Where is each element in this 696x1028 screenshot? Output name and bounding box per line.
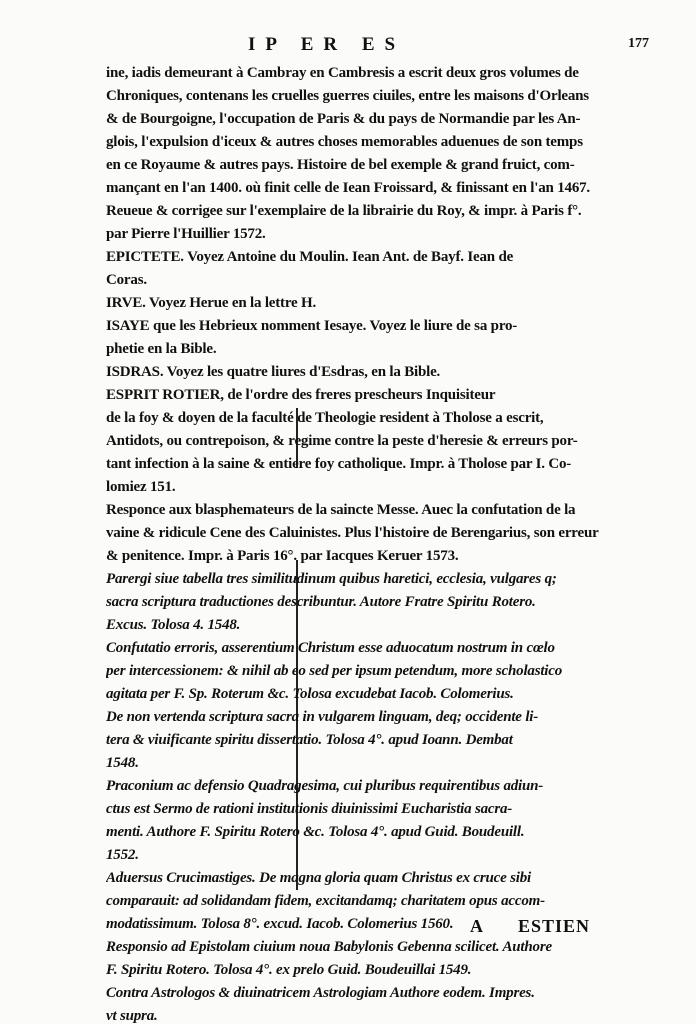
signature-mark: A xyxy=(470,916,483,936)
text-line: ine, iadis demeurant à Cambray en Cambresis a escrit deux gros volumes de xyxy=(106,65,579,81)
text-line: Antidots, ou contrepoison, & regime contre la peste d'heresie & erreurs por- xyxy=(106,433,578,449)
latin-line: per intercessionem: & nihil ab eo sed per ipsum petendum, more scholastico xyxy=(106,663,563,679)
entry-heading-line: ISDRAS. Voyez les quatre liures d'Esdras, en la Bible. xyxy=(106,364,441,380)
text-line: lomiez 151. xyxy=(106,479,176,495)
latin-line: agitata per F. Sp. Roterum &c. Tolosa excudebat Iacob. Colomerius. xyxy=(106,686,514,702)
latin-line: Responsio ad Epistolam ciuium noua Babylonis Gebenna scilicet. Authore xyxy=(106,939,552,955)
latin-line: menti. Authore F. Spiritu Rotero &c. Tolosa 4°. apud Guid. Boudeuill. xyxy=(106,824,525,840)
running-head: IP ER ES xyxy=(248,34,406,55)
text-line: Coras. xyxy=(106,272,147,288)
text-line: Chroniques, contenans les cruelles guerres ciuiles, entre les maisons d'Orleans xyxy=(106,88,589,104)
latin-line: F. Spiritu Rotero. Tolosa 4°. ex prelo Guid. Boudeuillai 1549. xyxy=(106,962,472,978)
text-line: phetie en la Bible. xyxy=(106,341,217,357)
latin-line: Parergi siue tabella tres similitudinum quibus haretici, ecclesia, vulgares q; xyxy=(106,571,557,587)
entry-heading-line: ESPRIT ROTIER, de l'ordre des freres prescheurs Inquisiteur xyxy=(106,387,496,403)
latin-line: De non vertenda scriptura sacra in vulgarem linguam, deq; occidente li- xyxy=(106,709,539,725)
text-line: Reueue & corrigee sur l'exemplaire de la librairie du Roy, & impr. à Paris f°. xyxy=(106,203,582,219)
latin-line: 1552. xyxy=(106,847,139,863)
latin-line: vt supra. xyxy=(106,1008,158,1024)
text-line: & de Bourgoigne, l'occupation de Paris & du pays de Normandie par les An- xyxy=(106,111,581,127)
latin-line: Aduersus Crucimastiges. De magna gloria quam Christus ex cruce sibi xyxy=(106,870,532,886)
text-line: mançant en l'an 1400. où finit celle de Iean Froissard, & finissant en l'an 1467. xyxy=(106,180,590,196)
page-number: 177 xyxy=(628,36,649,51)
body-text xyxy=(106,62,636,1028)
entry-heading-line: EPICTETE. Voyez Antoine du Moulin. Iean Ant. de Bayf. Iean de xyxy=(106,249,514,265)
latin-line: ctus est Sermo de rationi institutionis diuinissimi Eucharistia sacra- xyxy=(106,801,513,817)
latin-line: 1548. xyxy=(106,755,139,771)
latin-line: comparauit: ad solidandam fidem, excitandamq; charitatem opus accom- xyxy=(106,893,545,909)
latin-line: tera & viuificante spiritu dissertatio. Tolosa 4°. apud Ioann. Dembat xyxy=(106,732,513,748)
catchword: ESTIEN xyxy=(518,916,591,936)
latin-line: modatissimum. Tolosa 8°. excud. Iacob. Colomerius 1560. xyxy=(106,916,454,932)
latin-line: Excus. Tolosa 4. 1548. xyxy=(106,617,241,633)
text-line: par Pierre l'Huillier 1572. xyxy=(106,226,266,242)
page-header xyxy=(0,34,696,58)
entry-heading-line: IRVE. Voyez Herue en la lettre H. xyxy=(106,295,317,311)
text-line: en ce Royaume & autres pays. Histoire de bel exemple & grand fruict, com- xyxy=(106,157,575,173)
latin-line: sacra scriptura traductiones describuntur. Autore Fratre Spiritu Rotero. xyxy=(106,594,536,610)
page-footer xyxy=(0,916,696,942)
text-line: vaine & ridicule Cene des Caluinistes. Plus l'histoire de Berengarius, son erreur xyxy=(106,525,599,541)
text-line: Responce aux blasphemateurs de la saincte Messe. Auec la confutation de la xyxy=(106,502,576,518)
latin-line: Contra Astrologos & diuinatricem Astrologiam Authore eodem. Impres. xyxy=(106,985,535,1001)
latin-line: Confutatio erroris, asserentium Christum esse aduocatum nostrum in cœlo xyxy=(106,640,555,656)
text-line: & penitence. Impr. à Paris 16°. par Iacques Keruer 1573. xyxy=(106,548,459,564)
entry-heading-line: ISAYE que les Hebrieux nomment Iesaye. Voyez le liure de sa pro- xyxy=(106,318,518,334)
latin-line: Praconium ac defensio Quadragesima, cui pluribus requirentibus adiun- xyxy=(106,778,544,794)
text-line: de la foy & doyen de la faculté de Theologie resident à Tholose a escrit, xyxy=(106,410,544,426)
text-line: glois, l'expulsion d'iceux & autres choses memorables aduenues de son temps xyxy=(106,134,583,150)
text-line: tant infection à la saine & entiere foy catholique. Impr. à Tholose par I. Co- xyxy=(106,456,572,472)
